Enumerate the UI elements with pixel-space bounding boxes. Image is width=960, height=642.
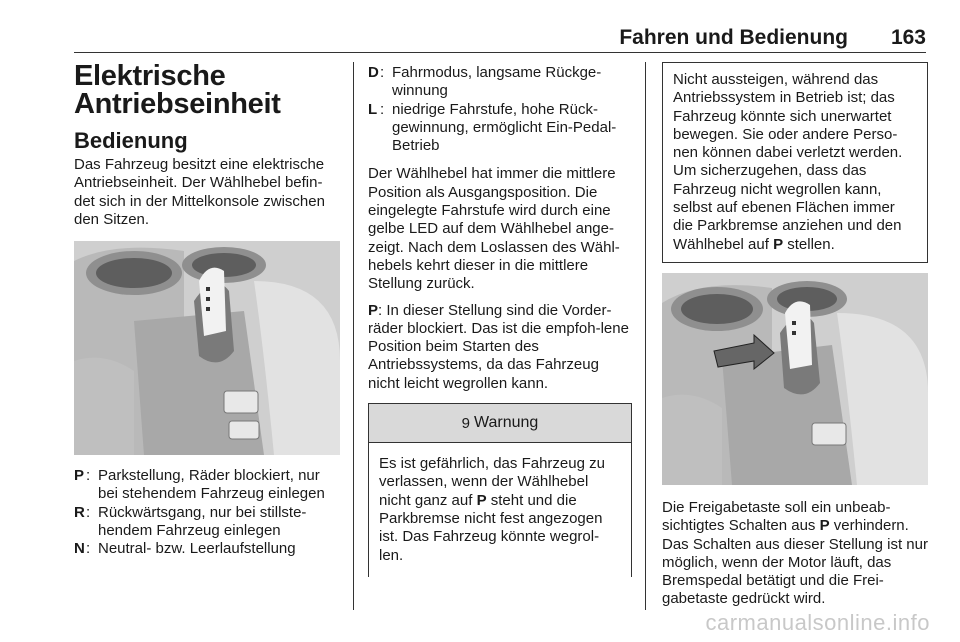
gear-item-d: D : Fahrmodus, langsame Rückge-winnung: [368, 64, 602, 100]
gear-selector-illustration: [74, 241, 340, 455]
section-heading: [74, 62, 340, 118]
warning-body: [369, 443, 631, 577]
watermark: carmanualsonline.info: [705, 610, 930, 635]
page-header: [74, 22, 926, 52]
section-heading-line1: Elektrische: [74, 60, 226, 92]
header-rule: [74, 52, 926, 53]
column-1: [74, 62, 340, 559]
column-divider-2: [645, 62, 646, 610]
column-2: [368, 62, 632, 577]
release-button-illustration: [662, 273, 928, 485]
gear-item-n: N : Neutral- bzw. Leerlaufstellung: [74, 540, 296, 558]
gear-item-l: L : niedrige Fahrstufe, hohe Rück-gewinnung, ermöglicht Ein-Pedal-Betrieb: [368, 100, 617, 155]
column-3: [662, 62, 928, 609]
warning-box: [368, 403, 632, 577]
selector-paragraph: Der Wählhebel hat immer die mittlere Position als Ausgangsposition. Die eingelegte Fahrstufe wird durch eine gelbe LED auf dem Wählhebel ange-zeigt. Nach dem Loslassen des Wähl-hebels kehrt dieser in die mittlere Stellung zurück.: [368, 165, 620, 293]
header-title: Fahren und Bedienung: [619, 26, 848, 49]
subheading: Bedienung: [74, 128, 188, 153]
warning-header: [369, 403, 631, 443]
gear-selector-photo: [74, 241, 340, 455]
section-heading-line2: Antriebseinheit: [74, 88, 281, 120]
warning-icon: 9: [461, 414, 470, 432]
warning-continued-text: Nicht aussteigen, während das Antriebssystem in Betrieb ist; das Fahrzeug könnte sich unerwartet bewegen. Sie oder andere Perso-nen können dabei verletzt werden. Um sicherzugehen, dass das Fahrzeug nicht wegrollen kann, selbst auf ebenen Flächen immer die Parkbremse anziehen und den Wählhebel auf P stellen.: [673, 71, 903, 253]
gear-list-1: [74, 467, 340, 558]
warning-title: Warnung: [474, 414, 539, 432]
release-paragraph: Die Freigabetaste soll ein unbeab-sichtigtes Schalten aus P verhindern. Das Schalten aus dieser Stellung ist nur möglich, wenn der Motor läuft, das Bremspedal betätigt und die Frei-gabetaste gedrückt wird.: [662, 498, 928, 608]
page-number: 163: [890, 26, 926, 49]
gear-list-2: [368, 64, 632, 155]
warning-text: Es ist gefährlich, das Fahrzeug zu verlassen, wenn der Wählhebel nicht ganz auf P steht und die Parkbremse nicht fest angezogen ist. Das Fahrzeug könnte wegrol-len.: [379, 455, 605, 564]
gear-item-p: P : Parkstellung, Räder blockiert, nur bei stehendem Fahrzeug einlegen: [74, 467, 325, 503]
warning-continued-box: [662, 62, 928, 263]
intro-paragraph: Das Fahrzeug besitzt eine elektrische Antriebseinheit. Der Wählhebel befin-det sich in der Mittelkonsole zwischen den Sitzen.: [74, 156, 325, 228]
gear-item-r: R : Rückwärtsgang, nur bei stillste-hendem Fahrzeug einlegen: [74, 503, 307, 540]
column-divider-1: [353, 62, 354, 610]
release-button-photo: [662, 273, 928, 485]
park-paragraph: P: In dieser Stellung sind die Vorder-räder blockiert. Das ist die empfoh-lene Position beim Starten des Antriebssystems, da das Fahrzeug nicht leicht wegrollen kann.: [368, 301, 629, 392]
